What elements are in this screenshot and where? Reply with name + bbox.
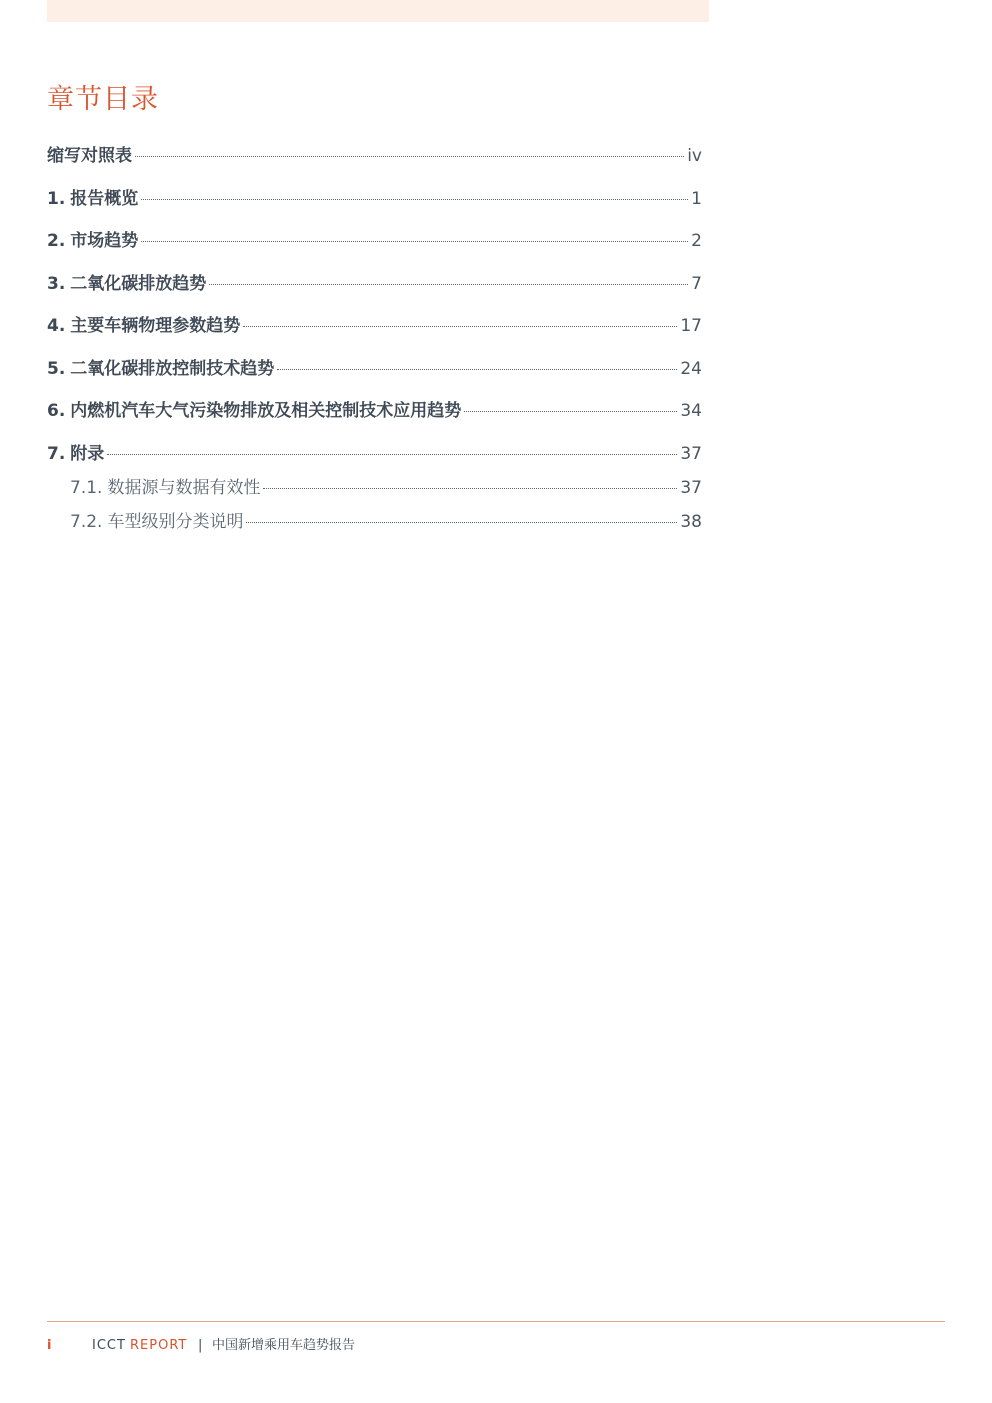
toc-entry-page: 17 [680, 316, 702, 336]
toc-entry-label: 二氧化碳排放趋势 [70, 274, 207, 294]
toc-leader-dots [246, 522, 677, 523]
footer-report-label: REPORT [130, 1338, 188, 1353]
toc-leader-dots [141, 241, 688, 242]
toc-leader-dots [107, 454, 677, 455]
toc-entry-label: 附录 [70, 444, 105, 464]
toc-entry-page: 7 [691, 274, 702, 294]
toc-entry-page: 24 [680, 359, 702, 379]
toc-entry-label: 缩写对照表 [47, 146, 132, 166]
toc-entry-2[interactable] [47, 229, 702, 253]
toc-entry-number: 4. [47, 316, 66, 336]
toc-leader-dots [135, 156, 684, 157]
toc-entry-page: iv [687, 146, 702, 166]
toc-entry-1[interactable] [47, 187, 702, 211]
toc-entry-number: 3. [47, 274, 66, 294]
footer-separator: | [198, 1338, 203, 1353]
toc-entry-number: 2. [47, 231, 66, 251]
toc-entry-abbreviations[interactable] [47, 144, 702, 168]
toc-entry-number: 1. [47, 189, 66, 209]
toc-leader-dots [141, 199, 688, 200]
toc-entry-6[interactable] [47, 399, 702, 423]
toc-entry-label: 二氧化碳排放控制技术趋势 [70, 359, 275, 379]
toc-entry-5[interactable] [47, 357, 702, 381]
toc-entry-7-2[interactable] [70, 510, 702, 534]
toc-entry-number: 7.1. [70, 478, 103, 498]
footer-divider [47, 1321, 945, 1322]
toc-leader-dots [263, 488, 677, 489]
toc-entry-7[interactable] [47, 442, 702, 466]
toc-entry-page: 2 [691, 231, 702, 251]
toc-entry-number: 5. [47, 359, 66, 379]
toc-entry-label: 内燃机汽车大气污染物排放及相关控制技术应用趋势 [70, 401, 462, 421]
toc-entry-4[interactable] [47, 314, 702, 338]
toc-entry-page: 37 [680, 478, 702, 498]
toc-entry-number: 6. [47, 401, 66, 421]
toc-leader-dots [277, 369, 677, 370]
toc-entry-page: 34 [680, 401, 702, 421]
toc-entry-label: 报告概览 [70, 189, 139, 209]
footer-report-title: 中国新增乘用车趋势报告 [212, 1338, 356, 1353]
toc-entry-7-1[interactable] [70, 476, 702, 500]
toc-entry-page: 38 [680, 512, 702, 532]
toc-title: 章节目录 [47, 84, 159, 115]
footer-org-name: ICCT [92, 1338, 126, 1353]
toc-entry-number: 7.2. [70, 512, 103, 532]
toc-entry-page: 1 [691, 189, 702, 209]
toc-entry-label: 数据源与数据有效性 [107, 478, 261, 498]
toc-leader-dots [243, 326, 677, 327]
header-band [47, 0, 709, 22]
footer-page-number: i [47, 1338, 52, 1353]
toc-entry-page: 37 [680, 444, 702, 464]
toc-entry-number: 7. [47, 444, 66, 464]
toc-entry-3[interactable] [47, 272, 702, 296]
toc-entry-label: 市场趋势 [70, 231, 139, 251]
toc-entry-label: 车型级别分类说明 [107, 512, 244, 532]
toc-entry-label: 主要车辆物理参数趋势 [70, 316, 241, 336]
toc-leader-dots [464, 411, 677, 412]
toc-leader-dots [209, 284, 688, 285]
